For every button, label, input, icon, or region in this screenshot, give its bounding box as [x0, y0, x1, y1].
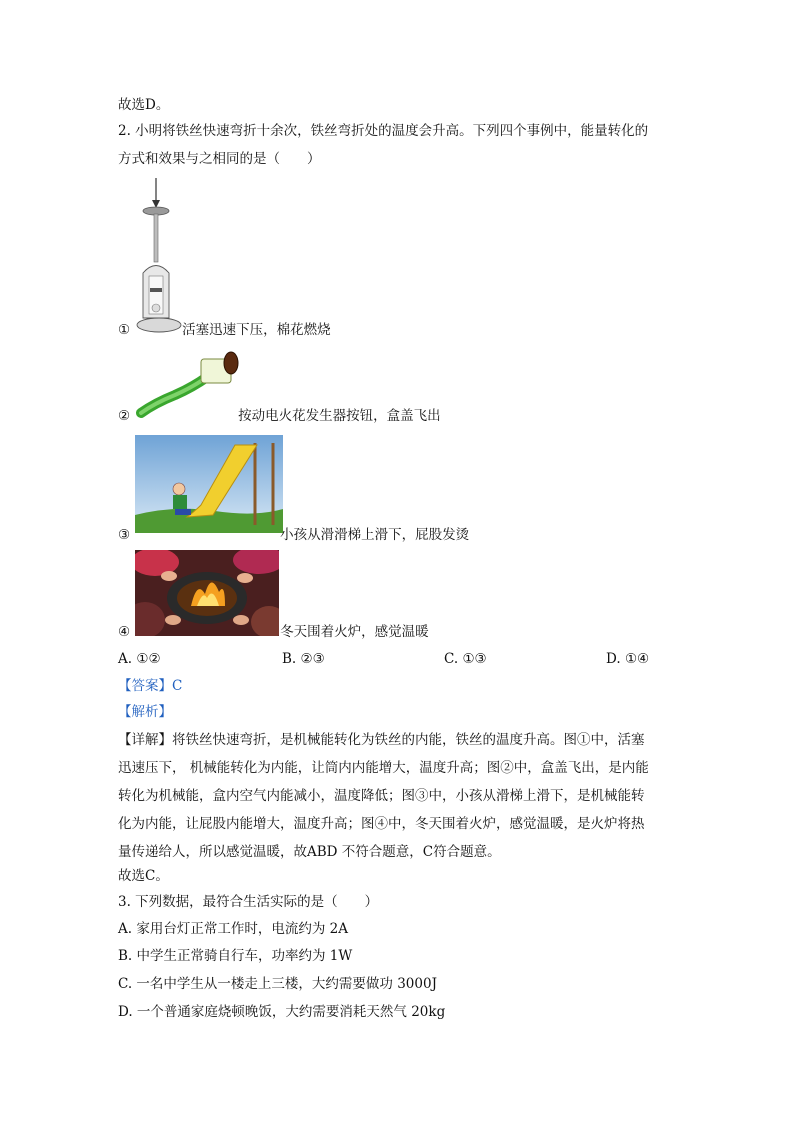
detail-line-3: 转化为机械能，盒内空气内能减小，温度降低；图③中，小孩从滑梯上滑下，是机械能转: [118, 788, 645, 804]
detail-line-5: 量传递给人，所以感觉温暖，故ABD 不符合题意，C符合题意。: [118, 844, 501, 860]
q3-option-c[interactable]: C. 一名中学生从一楼走上三楼，大约需要做功 3000J: [118, 976, 437, 992]
analysis-tag: 【解析】: [118, 704, 172, 720]
figure-4-label: ④ 冬天围着火炉，感觉温暖: [118, 624, 429, 640]
detail-line-2: 迅速压下， 机械能转化为内能，让筒内内能增大，温度升高；图②中，盒盖飞出，是内能: [118, 760, 649, 776]
answer-tag: 【答案】C: [118, 678, 183, 694]
q2-stem-line2: 方式和效果与之相同的是（ ）: [118, 151, 321, 167]
q3-option-a[interactable]: A. 家用台灯正常工作时，电流约为 2A: [118, 921, 348, 937]
slide-figure: [135, 435, 283, 533]
q2-option-a[interactable]: A. ①②: [118, 651, 161, 667]
q3-option-d[interactable]: D. 一个普通家庭烧顿晚饭，大约需要消耗天然气 20kg: [118, 1004, 446, 1020]
q3-stem: 3. 下列数据，最符合生活实际的是（ ）: [118, 894, 379, 910]
prev-answer-end: 故选D。: [118, 97, 170, 113]
q2-option-d[interactable]: D. ①④: [606, 651, 650, 667]
q2-stem-line1: 2. 小明将铁丝快速弯折十余次，铁丝弯折处的温度会升高。下列四个事例中，能量转化的: [118, 123, 649, 139]
q2-conclusion: 故选C。: [118, 868, 169, 884]
detail-line-4: 化为内能，让屁股内能增大，温度升高；图④中，冬天围着火炉，感觉温暖，是火炉将热: [118, 816, 645, 832]
q3-option-b[interactable]: B. 中学生正常骑自行车，功率约为 1W: [118, 948, 353, 964]
q2-option-b[interactable]: B. ②③: [282, 651, 325, 667]
figure-2-label: ② 按动电火花发生器按钮，盒盖飞出: [118, 408, 441, 424]
fire-syringe-figure: [135, 178, 185, 338]
detail-line-1: 【详解】将铁丝快速弯折，是机械能转化为铁丝的内能，铁丝的温度升高。图①中，活塞: [118, 732, 645, 748]
figure-1-label: ① 活塞迅速下压，棉花燃烧: [118, 322, 331, 338]
figure-3-label: ③ 小孩从滑滑梯上滑下，屁股发烫: [118, 527, 470, 543]
q2-option-c[interactable]: C. ①③: [444, 651, 487, 667]
